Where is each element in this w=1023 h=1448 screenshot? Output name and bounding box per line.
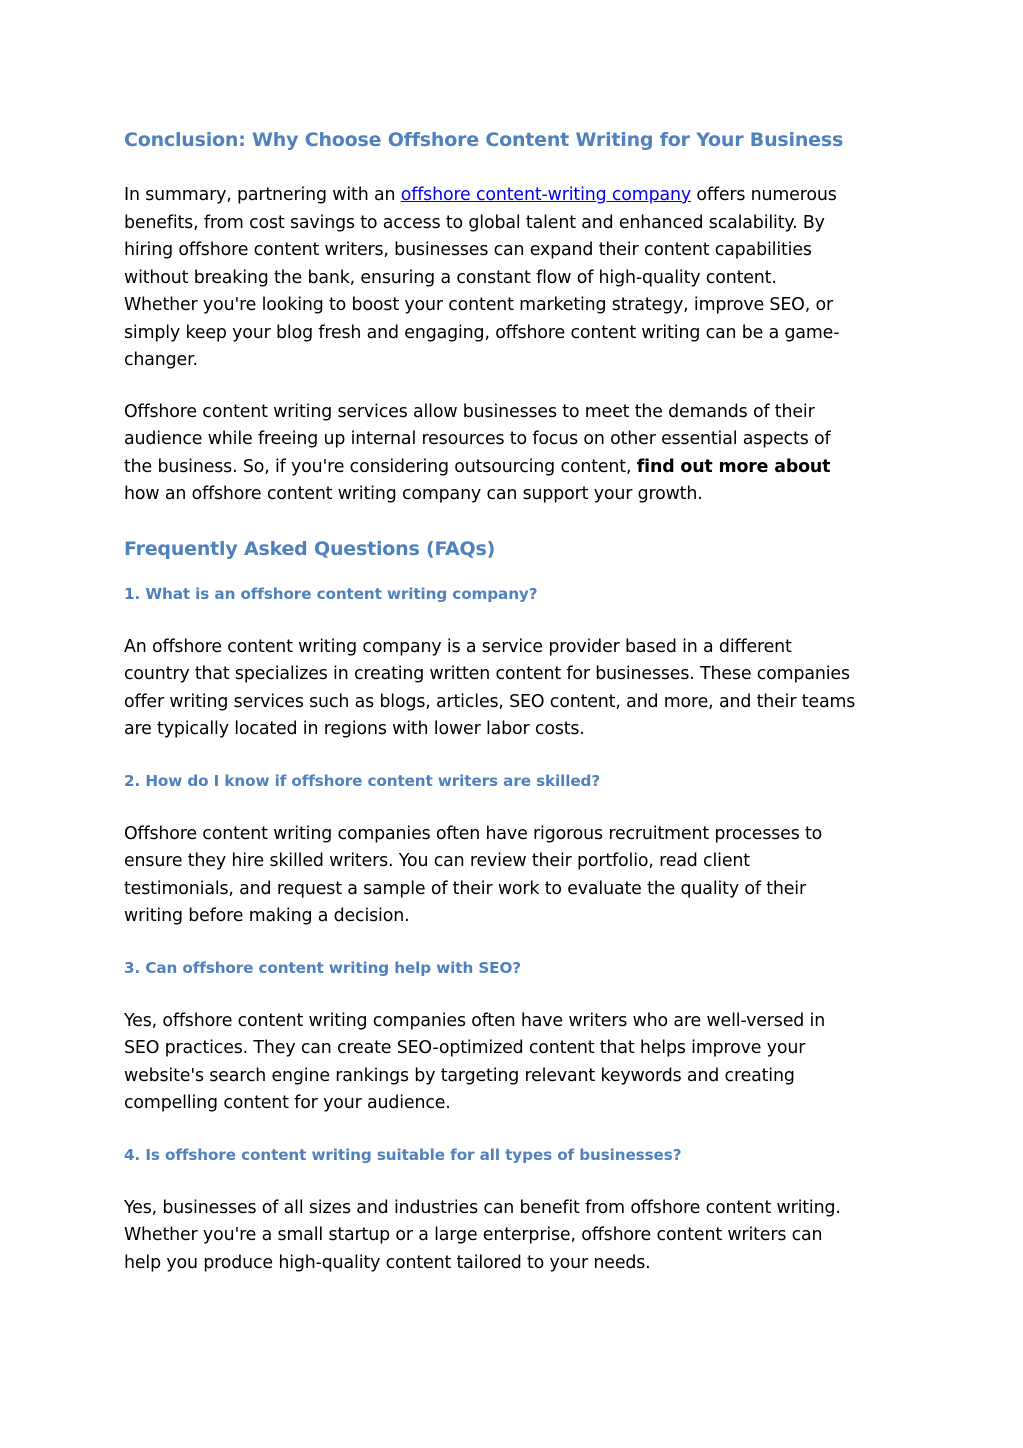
offshore-company-link[interactable]: offshore content-writing company bbox=[400, 185, 691, 205]
text-line: writing before making a decision. bbox=[124, 906, 410, 926]
bold-callout: find out more about bbox=[636, 456, 831, 477]
text-line: Whether you're looking to boost your content marketing strategy, improve SEO, or bbox=[124, 295, 833, 315]
text-line: audience while freeing up internal resources to focus on other essential aspects of bbox=[124, 429, 831, 449]
text-line: Offshore content writing services allow businesses to meet the demands of their bbox=[124, 401, 815, 422]
text-line: Whether you're a small startup or a large enterprise, offshore content writers can bbox=[124, 1225, 823, 1245]
text-line: Yes, businesses of all sizes and industries can benefit from offshore content writing. bbox=[124, 1197, 841, 1218]
text-line: Yes, offshore content writing companies often have writers who are well-versed in bbox=[124, 1010, 826, 1031]
faq-question-4: 4. Is offshore content writing suitable for all types of businesses? bbox=[124, 1145, 682, 1164]
text-line: ensure they hire skilled writers. You can review their portfolio, read client bbox=[124, 851, 750, 871]
conclusion-heading: Conclusion: Why Choose Offshore Content Writing for Your Business bbox=[124, 129, 844, 151]
conclusion-paragraph-2 bbox=[124, 399, 894, 509]
faq-answer-1 bbox=[124, 634, 894, 744]
conclusion-paragraph-1 bbox=[124, 182, 894, 375]
text-line bbox=[124, 454, 894, 482]
text-span: In summary, partnering with an bbox=[124, 185, 401, 205]
faq-heading: Frequently Asked Questions (FAQs) bbox=[124, 537, 496, 560]
text-line: website's search engine rankings by targeting relevant keywords and creating bbox=[124, 1065, 795, 1086]
text-line: are typically located in regions with lower labor costs. bbox=[124, 719, 585, 739]
text-line: country that specializes in creating written content for businesses. These companies bbox=[124, 664, 850, 684]
text-line bbox=[124, 182, 894, 210]
text-line: SEO practices. They can create SEO-optimized content that helps improve your bbox=[124, 1038, 806, 1058]
text-line: compelling content for your audience. bbox=[124, 1093, 451, 1113]
faq-question-2: 2. How do I know if offshore content writers are skilled? bbox=[124, 771, 601, 790]
faq-question-3: 3. Can offshore content writing help with SEO? bbox=[124, 958, 521, 977]
text-span: offers numerous bbox=[691, 185, 837, 205]
document-page bbox=[124, 124, 894, 1277]
text-line: benefits, from cost savings to access to global talent and enhanced scalability. By bbox=[124, 212, 825, 233]
text-line: An offshore content writing company is a service provider based in a different bbox=[124, 636, 792, 657]
text-line: changer. bbox=[124, 350, 198, 370]
text-line: Offshore content writing companies often have rigorous recruitment processes to bbox=[124, 823, 823, 844]
text-line: testimonials, and request a sample of their work to evaluate the quality of their bbox=[124, 878, 806, 899]
text-line: how an offshore content writing company can support your growth. bbox=[124, 484, 703, 504]
text-line: help you produce high-quality content tailored to your needs. bbox=[124, 1252, 651, 1273]
faq-answer-3 bbox=[124, 1008, 894, 1118]
text-line: without breaking the bank, ensuring a constant flow of high-quality content. bbox=[124, 267, 777, 288]
faq-question-1: 1. What is an offshore content writing company? bbox=[124, 584, 538, 603]
text-line: offer writing services such as blogs, articles, SEO content, and more, and their teams bbox=[124, 691, 856, 712]
text-line: hiring offshore content writers, businesses can expand their content capabilities bbox=[124, 240, 812, 260]
text-span: the business. So, if you're considering outsourcing content, bbox=[124, 456, 637, 477]
faq-answer-2 bbox=[124, 821, 894, 931]
faq-answer-4 bbox=[124, 1195, 894, 1278]
text-line: simply keep your blog fresh and engaging, offshore content writing can be a game- bbox=[124, 322, 840, 343]
